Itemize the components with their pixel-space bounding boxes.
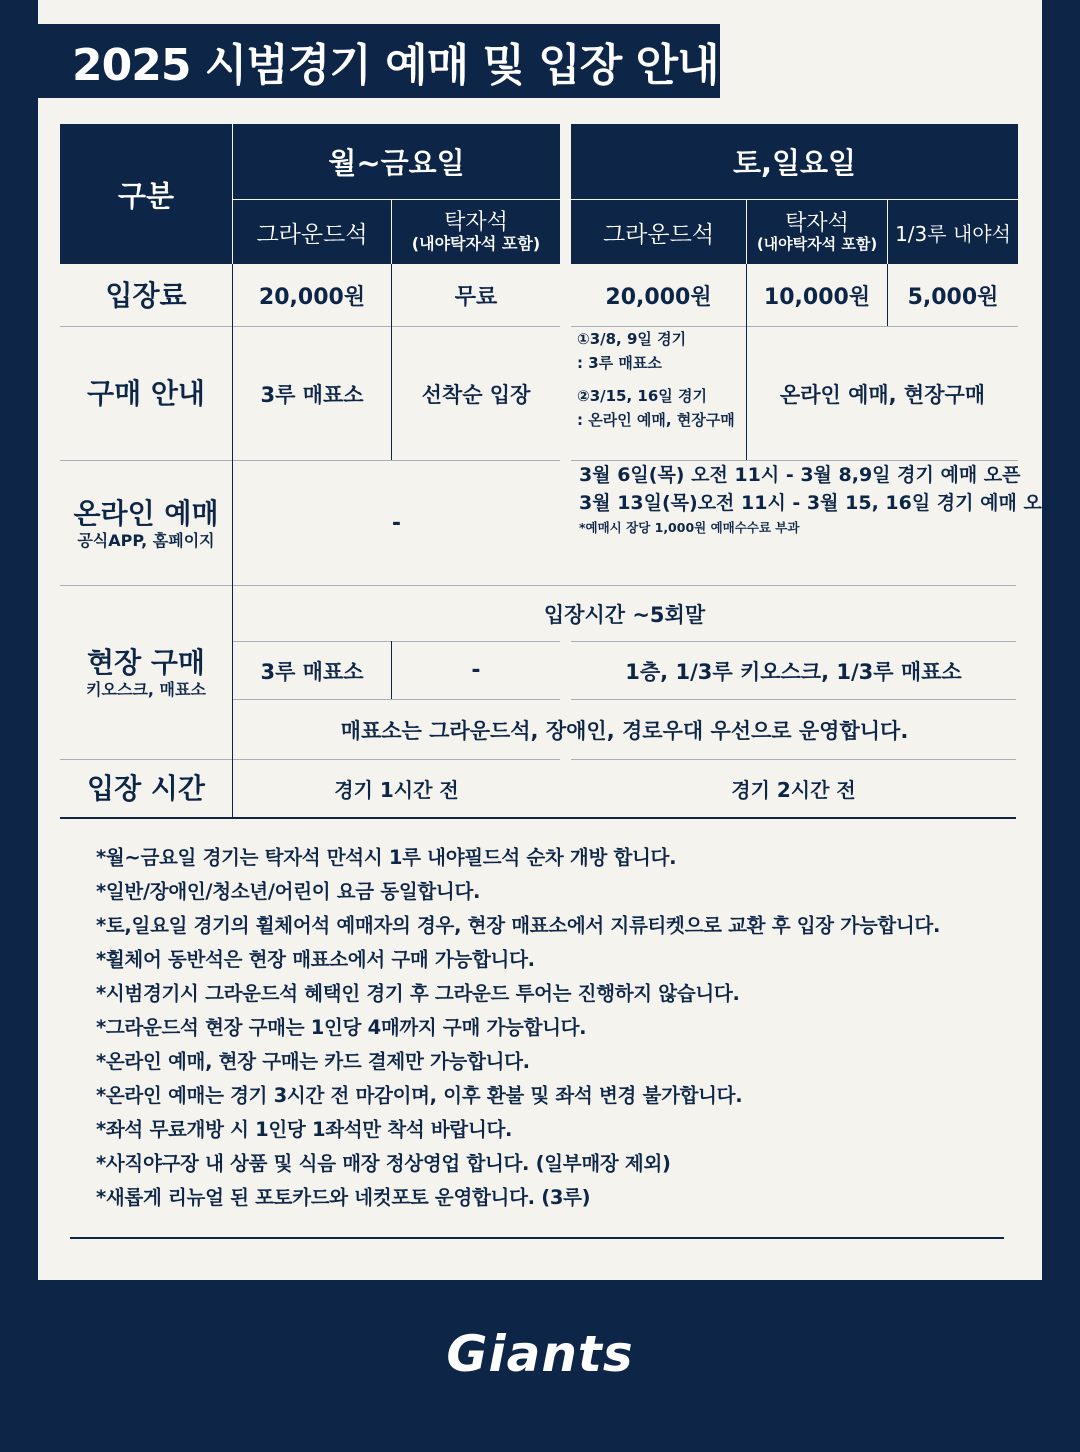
table-bottom xyxy=(60,817,1016,819)
header-weekend-table xyxy=(747,200,887,264)
header-weekday-table xyxy=(392,200,560,264)
onsite-priority: 매표소는 그라운드석, 장애인, 경로우대 우선으로 운영합니다. xyxy=(340,718,909,743)
giants-logo: Giants xyxy=(446,1325,634,1383)
notes-list xyxy=(96,841,996,1215)
note-item: *토,일요일 경기의 휠체어석 예매자의 경우, 현장 매표소에서 지류티켓으로 교환 후 입장 가능합니다. xyxy=(96,914,941,937)
onsite-sub: 키오스크, 매표소 xyxy=(86,680,206,699)
header-infield: 1/3루 내야석 xyxy=(888,200,1018,264)
header-weekend-ground: 그라운드석 xyxy=(571,200,746,264)
onsite-weekend: 1층, 1/3루 키오스크, 1/3루 매표소 xyxy=(625,659,962,684)
note-item: *온라인 예매는 경기 3시간 전 마감이며, 이후 환불 및 좌석 변경 불가합니다. xyxy=(96,1084,743,1107)
purchase-line: : 3루 매표소 xyxy=(577,354,662,372)
header-weekday-ground: 그라운드석 xyxy=(233,200,391,264)
row-label-onsite xyxy=(60,586,232,759)
note-item: *월~금요일 경기는 탁자석 만석시 1루 내야필드석 순차 개방 합니다. xyxy=(96,846,677,869)
fee-weekday-ground: 20,000원 xyxy=(258,284,366,310)
purchase-line: ②3/15, 16일 경기 xyxy=(577,387,707,405)
note-item: *일반/장애인/청소년/어린이 요금 동일합니다. xyxy=(96,880,481,903)
online-label: 온라인 예매 xyxy=(73,496,219,530)
header-table-label: 탁자석 xyxy=(444,210,508,236)
row-label-online xyxy=(60,461,232,585)
fee-weekday-table: 무료 xyxy=(454,284,498,310)
online-line-1: 3월 6일(목) 오전 11시 - 3월 8,9일 경기 예매 오픈 xyxy=(579,464,1021,486)
onsite-label: 현장 구매 xyxy=(87,646,205,679)
fee-weekend-ground: 20,000원 xyxy=(605,284,712,310)
purchase-line: ①3/8, 9일 경기 xyxy=(577,330,687,348)
note-item: *새롭게 리뉴얼 된 포토카드와 네컷포토 운영합니다. (3루) xyxy=(96,1186,591,1209)
entry-weekend: 경기 2시간 전 xyxy=(731,778,856,802)
online-weekday: - xyxy=(391,510,402,536)
header-table-label: 탁자석 xyxy=(785,210,849,236)
fee-weekend-table: 10,000원 xyxy=(763,284,871,310)
row-label-fee: 입장료 xyxy=(105,278,187,312)
online-weekend xyxy=(571,461,1061,585)
note-item: *시범경기시 그라운드석 혜택인 경기 후 그라운드 투어는 진행하지 않습니다. xyxy=(96,982,740,1005)
purchase-weekday-ground: 3루 매표소 xyxy=(260,382,364,407)
online-sub: 공식APP, 홈페이지 xyxy=(77,530,215,550)
header-weekend: 토,일요일 xyxy=(571,124,1018,199)
online-line-2: 3월 13일(목)오전 11시 - 3월 15, 16일 경기 예매 오픈 xyxy=(579,492,1061,514)
note-item: *사직야구장 내 상품 및 식음 매장 정상영업 합니다. (일부매장 제외) xyxy=(96,1152,671,1175)
onsite-weekday-table: - xyxy=(471,658,481,683)
header-weekday: 월~금요일 xyxy=(233,124,560,199)
onsite-time: 입장시간 ~5회말 xyxy=(543,602,706,627)
onsite-weekday-ground: 3루 매표소 xyxy=(260,659,364,684)
note-item: *온라인 예매, 현장 구매는 카드 결제만 가능합니다. xyxy=(96,1050,530,1073)
purchase-weekend-other: 온라인 예매, 현장구매 xyxy=(779,382,986,407)
note-item: *휠체어 동반석은 현장 매표소에서 구매 가능합니다. xyxy=(96,948,535,971)
page-title: 2025 시범경기 예매 및 입장 안내 xyxy=(38,24,720,98)
purchase-weekday-table: 선착순 입장 xyxy=(421,382,531,407)
header-category: 구분 xyxy=(60,124,232,264)
header-table-sub: (내야탁자석 포함) xyxy=(756,235,878,254)
note-item: *그라운드석 현장 구매는 1인당 4매까지 구매 가능합니다. xyxy=(96,1016,587,1039)
header-table-sub: (내야탁자석 포함) xyxy=(411,234,541,254)
divider xyxy=(70,1237,1004,1239)
row-label-purchase: 구매 안내 xyxy=(87,377,205,410)
entry-weekday: 경기 1시간 전 xyxy=(334,778,459,802)
purchase-weekend-ground xyxy=(571,327,746,460)
purchase-line: : 온라인 예매, 현장구매 xyxy=(577,411,735,429)
row-label-entry: 입장 시간 xyxy=(87,772,205,805)
online-fee-note: *예매시 장당 1,000원 예매수수료 부과 xyxy=(579,520,800,535)
note-item: *좌석 무료개방 시 1인당 1좌석만 착석 바랍니다. xyxy=(96,1118,513,1141)
fee-weekend-infield: 5,000원 xyxy=(907,284,999,310)
